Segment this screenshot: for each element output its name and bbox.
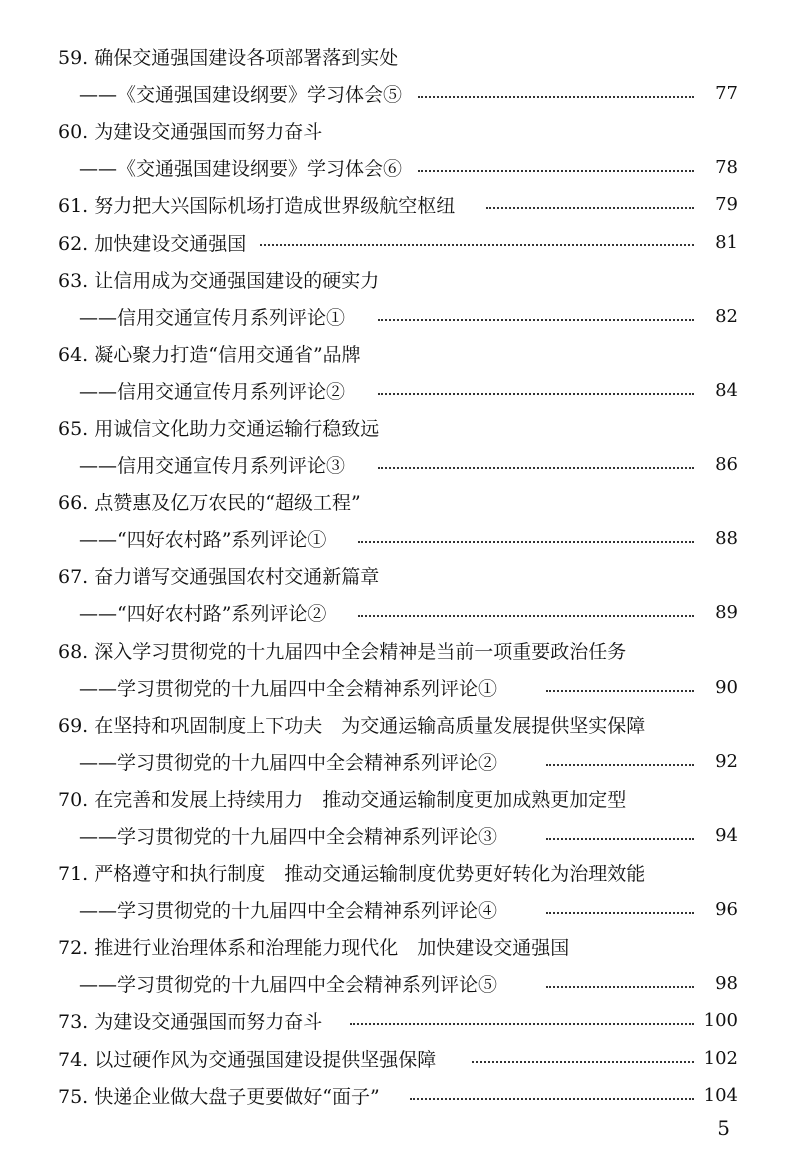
dot-leader [358,541,694,543]
dot-leader [486,207,694,209]
toc-page-number: 92 [715,750,738,772]
toc-page-number: 88 [715,528,738,550]
toc-entry-subtitle: ——信用交通宣传月系列评论② [79,380,346,403]
dot-leader [546,838,694,840]
toc-entry-subtitle: ——《交通强国建设纲要》学习体会⑤ [79,84,403,107]
dot-leader [546,912,694,914]
toc-page-number: 104 [703,1084,738,1106]
toc-entry-title: 62. 加快建设交通强国 [58,232,247,255]
toc-entry-61 [0,186,790,223]
toc-entry-64-subtitle [0,372,790,409]
toc-entry-title: 68. 深入学习贯彻党的十九届四中全会精神是当前一项重要政治任务 [58,640,627,663]
toc-page-number: 102 [703,1047,738,1069]
dot-leader [350,1023,694,1025]
dot-leader [378,467,694,469]
toc-entry-subtitle: ——学习贯彻党的十九届四中全会精神系列评论③ [79,826,498,849]
toc-entry-title: 59. 确保交通强国建设各项部署落到实处 [58,47,399,70]
dot-leader [546,764,694,766]
toc-entry-70 [0,780,790,817]
toc-entry-title: 74. 以过硬作风为交通强国建设提供坚强保障 [58,1048,437,1071]
toc-entry-title: 75. 快递企业做大盘子更要做好“面子” [58,1085,380,1108]
toc-entry-title: 64. 凝心聚力打造“信用交通省”品牌 [58,343,361,366]
dot-leader [260,244,694,246]
toc-entry-subtitle: ——学习贯彻党的十九届四中全会精神系列评论① [79,677,498,700]
toc-page-number: 100 [703,1010,738,1032]
toc-entry-71-subtitle [0,891,790,928]
toc-entry-subtitle: ——“四好农村路”系列评论② [79,603,327,626]
toc-entry-59-subtitle [0,75,790,112]
table-of-contents [0,38,790,1114]
dot-leader [358,615,694,617]
toc-entry-63-subtitle [0,298,790,335]
toc-entry-title: 60. 为建设交通强国而努力奋斗 [58,121,323,144]
toc-entry-title: 63. 让信用成为交通强国建设的硬实力 [58,269,380,292]
toc-entry-74 [0,1040,790,1077]
dot-leader [418,170,694,172]
toc-entry-title: 70. 在完善和发展上持续用力 推动交通运输制度更加成熟更加定型 [58,788,627,811]
toc-entry-60 [0,112,790,149]
toc-entry-subtitle: ——学习贯彻党的十九届四中全会精神系列评论④ [79,900,498,923]
toc-entry-title: 65. 用诚信文化助力交通运输行稳致远 [58,417,380,440]
dot-leader [546,690,694,692]
toc-page-number: 84 [715,379,738,401]
toc-entry-subtitle: ——学习贯彻党的十九届四中全会精神系列评论② [79,751,498,774]
toc-entry-title: 61. 努力把大兴国际机场打造成世界级航空枢纽 [58,195,456,218]
toc-entry-65-subtitle [0,446,790,483]
toc-entry-subtitle: ——信用交通宣传月系列评论③ [79,455,346,478]
toc-entry-64 [0,335,790,372]
toc-entry-72 [0,928,790,965]
dot-leader [472,1061,694,1063]
toc-entry-70-subtitle [0,817,790,854]
toc-entry-subtitle: ——信用交通宣传月系列评论① [79,306,346,329]
toc-entry-title: 71. 严格遵守和执行制度 推动交通运输制度优势更好转化为治理效能 [58,863,646,886]
toc-page-number: 81 [715,231,738,253]
toc-page-number: 82 [715,305,738,327]
toc-page-number: 98 [715,973,738,995]
dot-leader [378,319,694,321]
toc-entry-66-subtitle [0,520,790,557]
toc-page-number: 77 [715,83,738,105]
toc-entry-title: 69. 在坚持和巩固制度上下功夫 为交通运输高质量发展提供坚实保障 [58,714,646,737]
toc-entry-63 [0,261,790,298]
toc-entry-title: 72. 推进行业治理体系和治理能力现代化 加快建设交通强国 [58,937,570,960]
toc-page-number: 96 [715,899,738,921]
toc-entry-66 [0,483,790,520]
toc-entry-67 [0,557,790,594]
dot-leader [418,96,694,98]
toc-entry-title: 67. 奋力谱写交通强国农村交通新篇章 [58,566,380,589]
dot-leader [378,393,694,395]
toc-page-number: 86 [715,454,738,476]
dot-leader [410,1098,694,1100]
toc-entry-73 [0,1002,790,1039]
toc-entry-67-subtitle [0,594,790,631]
dot-leader [546,986,694,988]
toc-entry-75 [0,1077,790,1114]
toc-page-number: 78 [715,157,738,179]
toc-page-number: 94 [715,825,738,847]
toc-entry-60-subtitle [0,149,790,186]
toc-entry-subtitle: ——学习贯彻党的十九届四中全会精神系列评论⑤ [79,974,498,997]
toc-entry-65 [0,409,790,446]
toc-entry-72-subtitle [0,965,790,1002]
toc-entry-59 [0,38,790,75]
toc-page-number: 89 [715,602,738,624]
folio-page-number: 5 [717,1116,730,1140]
toc-entry-title: 73. 为建设交通强国而努力奋斗 [58,1011,323,1034]
toc-entry-69-subtitle [0,743,790,780]
toc-entry-71 [0,854,790,891]
toc-entry-subtitle: ——“四好农村路”系列评论① [79,529,327,552]
toc-entry-68-subtitle [0,669,790,706]
toc-entry-68 [0,632,790,669]
toc-entry-subtitle: ——《交通强国建设纲要》学习体会⑥ [79,158,403,181]
toc-page-number: 90 [715,676,738,698]
toc-page-number: 79 [715,194,738,216]
toc-entry-title: 66. 点赞惠及亿万农民的“超级工程” [58,492,361,515]
toc-entry-69 [0,706,790,743]
toc-entry-62 [0,223,790,260]
